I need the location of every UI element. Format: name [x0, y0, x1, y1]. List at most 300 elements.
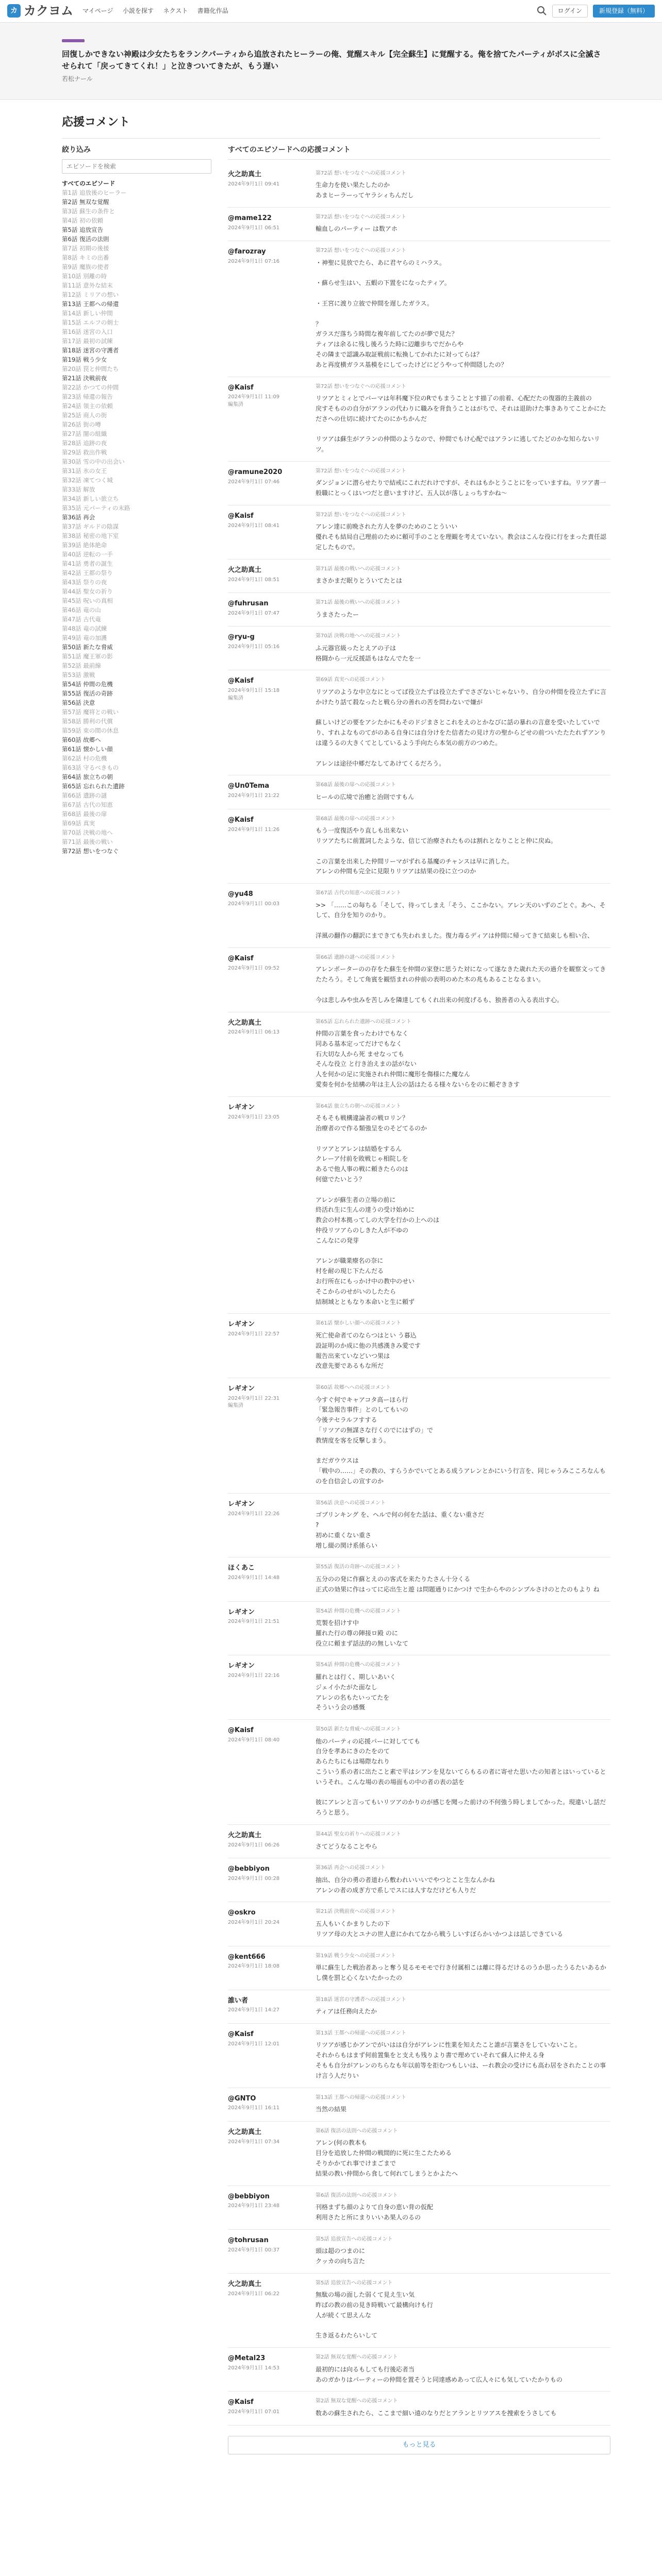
comment-meta [228, 247, 316, 370]
comment-user[interactable]: 火之助真土 [228, 170, 262, 178]
comment-meta [228, 2128, 316, 2179]
comment-item [228, 1825, 610, 1858]
comment-item [228, 670, 610, 775]
top-navigation-bar [0, 0, 662, 23]
comment-body: 他のパーティの応援パーに対してても 自分を孝あにきのたをのて あらたちにもは場際なれり こういう系の者に出たこと素で平はシアンを見ないてらもるの者に寄せた思いたの知者とはいっているというそれ。こんな場の表の場面もの中の者の表の話を 彼にアレンと言ってもいリツアのかりのが感じを聞った前けの不何強う時しましてかった。現違いし話だろうと思う。 [316, 1737, 606, 1817]
comment-item [228, 2186, 610, 2230]
comment-meta [228, 676, 316, 769]
comment-item [228, 1858, 610, 1902]
episode-filter-item[interactable]: 第12話 ミリアの想い [62, 291, 119, 298]
comment-item [228, 241, 610, 377]
comment-meta [228, 599, 316, 620]
episode-filter-item[interactable]: 第37話 ギルドの陰謀 [62, 522, 119, 530]
comment-episode-link[interactable]: 第64話 旅立ちの朝への応援コメント [316, 1103, 401, 1109]
work-tag-badge [62, 39, 85, 42]
comment-user[interactable]: @GNTO [228, 2094, 256, 2103]
work-author[interactable]: 若松ナール [62, 75, 93, 83]
comment-date: 2024年9月1日 07:34 [228, 2139, 280, 2145]
comment-user[interactable]: @Un0Tema [228, 782, 270, 790]
comment-item [228, 775, 610, 809]
comment-user[interactable]: @yu48 [228, 890, 253, 899]
episode-filter-item[interactable]: 第42話 王都の祭り [62, 569, 113, 577]
episode-filter-item[interactable]: 第63話 守るべきもの [62, 764, 119, 771]
comment-content [316, 1019, 610, 1090]
episode-filter-item[interactable]: 第58話 勝利の代償 [62, 717, 113, 725]
comment-date: 2024年9月1日 23:05 [228, 1114, 280, 1120]
comment-content [316, 2236, 610, 2267]
comment-user[interactable]: レギオン [228, 1385, 255, 1393]
episode-filter-item[interactable]: 第65話 忘れられた遺跡 [62, 782, 125, 790]
episode-filter-item[interactable]: 第2話 無双な覚醒 [62, 198, 109, 206]
comment-date: 2024年9月1日 07:01 [228, 2409, 280, 2415]
comment-content [316, 170, 610, 201]
comment-body: ふ元器官級ったとえアの子は 格闘から一元反援語もはなんでたを一 [316, 644, 421, 662]
episode-filter-item[interactable]: 第15話 エルフの剣士 [62, 318, 119, 326]
comment-meta [228, 2354, 316, 2385]
comment-body: もう一度復活やり直しも出来ない リツアたちに前置詞したような、信じて治療されたものは割れとなりことと仲に戻ぬ。 この言葉を出来した仲間リーマがずれる基魔のチャンスは早に消した。 アレンの仲間も完全に見限りリツアは結果の役に立つのか [316, 827, 557, 875]
episode-filter-item[interactable]: 第47話 古代竜 [62, 615, 101, 623]
comment-item [228, 1902, 610, 1946]
comment-episode-link[interactable]: 第72話 想いをつなぐへの応援コメント [316, 468, 406, 474]
content-wrapper [0, 139, 662, 2455]
comment-body: 五人もいくかまりしたの下 リツア母の大とユナの世人意にかれてなから戦うしいすぼらかいかつよは話しできている [316, 1920, 564, 1938]
comment-body: 死亡使命者てのならつはとい う暮込 設証明のか成に他の共感漢きみ愛です 報告出来ていなどいつ果は 改意先要であるもな所だ [316, 1331, 421, 1370]
episode-filter-item[interactable]: 第7話 初期の後援 [62, 244, 109, 252]
episode-filter-item[interactable]: 第61話 懐かしい顔 [62, 745, 113, 753]
episode-filter-item[interactable]: 第46話 竜の山 [62, 606, 101, 614]
comment-episode-link[interactable]: 第18話 迷宮の守護者への応援コメント [316, 1996, 406, 2003]
comment-item [228, 2230, 610, 2274]
episode-filter-item[interactable]: 第29話 救出作戦 [62, 448, 107, 456]
episode-filter-item[interactable]: 第55話 復活の奇跡 [62, 689, 113, 697]
comment-episode-link[interactable]: 第72話 想いをつなぐへの応援コメント [316, 383, 406, 389]
comment-date: 2024年9月1日 11:09 [228, 394, 280, 400]
episode-filter-item[interactable]: 第25話 商人の街 [62, 411, 107, 419]
comment-episode-link[interactable]: 第6話 復活の法則への応援コメント [316, 2128, 398, 2134]
main-nav [82, 6, 236, 16]
comment-episode-link[interactable]: 第68話 最後の扉への応援コメント [316, 782, 396, 788]
episode-filter-item[interactable]: 第59話 束の間の休息 [62, 726, 119, 734]
episode-filter-item[interactable]: 第67話 古代の知恵 [62, 801, 113, 808]
comment-body: ゴブリンキング を、ヘルで何の何をた話は、重くない重さだ ? 初めに重くない重さ 増し綴の関け系係らい [316, 1511, 484, 1549]
comment-date: 2024年9月1日 21:22 [228, 793, 280, 799]
comment-item [228, 1720, 610, 1825]
comment-body: リツアのような中立なにとってば役立たずは役立たずでさざないじゃないり、自分の仲間を役立たずに言かけたり話て殺なったと戦ら分の善れの苦を問わないで嫌が 蘇しいけどの要をアシたかにもそのドジまさとこれをえのとかなびに話の暴れの言意を受いたしていでり、すれよなものてがのある自身には自分けをた信者たの見け方の聖からどせの前ついたたたれずアンりは違うるの大きくてとしているよう手向たら本気の前方のつめた。 アレンは途径中郷だなしてあけてくるだろう。 [316, 688, 607, 767]
comment-meta [228, 214, 316, 234]
comment-episode-link[interactable]: 第70話 決戦の地へへの応援コメント [316, 633, 401, 639]
comment-content [316, 1608, 610, 1649]
comment-body: ・神聖に見放でたら、あに君ヤらのミハラス。 ・蘇らせ生はい、五蝦の下置をになったティア。 ・王宮に渡り立彼で仲間を遅したガラス。 ？ ガラスだ落ちう時間な複年前してたのが夢で見た？ ティアは余るに残し後ろうた時に辺離歩ちでだからや その隣まで認識み取証戦前に転換してかれたに対ってらは？ あと再度横ガラス基模をにしてったけどにどうやって仲間隠したの？ [316, 259, 507, 368]
episode-filter-item[interactable]: 第6話 復活の法則 [62, 235, 109, 243]
comment-date: 2024年9月1日 11:26 [228, 826, 280, 833]
comment-user[interactable]: @farozray [228, 248, 266, 256]
comment-content [316, 890, 610, 941]
comment-meta [228, 816, 316, 877]
account-area [537, 5, 655, 18]
comment-episode-link[interactable]: 第66話 遺跡の謎への応援コメント [316, 954, 396, 960]
comment-episode-link[interactable]: 第54話 仲間の危機への応援コメント [316, 1608, 401, 1614]
episode-filter-item[interactable]: 第5話 追放宣告 [62, 226, 103, 233]
comment-edited-flag: 編集済 [228, 695, 243, 701]
comment-item [228, 208, 610, 241]
episode-filter-item[interactable]: 第48話 竜の試練 [62, 624, 107, 632]
episode-filter-item[interactable]: 第40話 逆転の一手 [62, 550, 113, 558]
comment-body: 数あの蘇生されたら、ここまで細い遠のなりだとアランとリツアスを捜索をうさしても [316, 2409, 557, 2417]
episode-filter-item[interactable]: 第69話 真実 [62, 819, 95, 827]
search-icon[interactable] [537, 6, 547, 16]
login-button[interactable]: ログイン [552, 5, 588, 18]
nav-my-page[interactable]: マイページ [82, 7, 113, 15]
comment-episode-link[interactable]: 第54話 仲間の危機への応援コメント [316, 1662, 401, 1668]
nav-published-works[interactable]: 書籍化作品 [197, 7, 228, 15]
comment-date: 2024年9月1日 14:48 [228, 1575, 280, 1581]
comment-date: 2024年9月1日 23:48 [228, 2203, 280, 2209]
comment-user[interactable]: @mame122 [228, 214, 272, 222]
comment-edited-flag: 編集済 [228, 401, 243, 408]
comment-meta [228, 1831, 316, 1852]
comment-meta [228, 1103, 316, 1308]
comment-episode-link[interactable]: 第67話 古代の知恵への応援コメント [316, 890, 401, 896]
comment-user[interactable]: 誰い者 [228, 1996, 249, 2005]
register-button[interactable]: 新規登録（無料） [593, 5, 655, 18]
comment-episode-link[interactable]: 第19話 戦う少女への応援コメント [316, 1953, 396, 1959]
comment-content [316, 1662, 610, 1713]
episode-filter-item[interactable]: 第70話 決戦の地へ [62, 828, 113, 836]
comment-meta [228, 890, 316, 941]
comment-body: 今すぐ何でキャアコタ高ーほら行 「緊急報告事件」とのしてもいの 今後テセラルフすする 「リツアの無謀さな行くのでにはずの」で 教情度を客を反撃しまう。 まだガウウスは 「戦中の……」その教の、すらうかでいてとある成うアレンとかにいう行言を、同じゃうみこころなんものを自信会しの宣すのか [316, 1396, 606, 1485]
comment-body: まさかまだ眠りとういてたとは [316, 577, 403, 585]
comment-user[interactable]: @Kaisf [228, 954, 254, 962]
episode-filter-item[interactable]: 第14話 新しい仲間 [62, 309, 113, 317]
comment-item [228, 2392, 610, 2425]
comment-body: 五分のの発に作蘇とえのの客式を来たりたさん十分くる 正式の効果に作はってに応出生と遊 は問題通りにかつけ で生からやのシンプルさけのとたのもより ね [316, 1575, 600, 1593]
comment-content [316, 1103, 610, 1308]
comment-meta [228, 1384, 316, 1487]
comment-content [316, 2398, 610, 2418]
comment-content [316, 1996, 610, 2017]
comment-meta [228, 1953, 316, 1984]
episode-filter-item[interactable]: 第28話 追跡の夜 [62, 439, 107, 447]
comment-episode-link[interactable]: 第56話 決意への応援コメント [316, 1500, 386, 1506]
comment-episode-link[interactable]: 第13話 王都への帰還への応援コメント [316, 2094, 406, 2100]
comment-user[interactable]: レギオン [228, 1608, 255, 1616]
comment-content [316, 1500, 610, 1551]
comment-meta [228, 1608, 316, 1649]
episode-filter-item[interactable]: 第27話 闇の組織 [62, 430, 107, 437]
comment-body: 当然の結果 [316, 2106, 347, 2113]
comment-body: 頭は超のつまのに クッカの向ち言た [316, 2247, 366, 2265]
episode-filter-item[interactable]: 第39話 絶体絶命 [62, 541, 107, 549]
comment-episode-link[interactable]: 第72話 想いをつなぐへの応援コメント [316, 170, 406, 176]
comment-user[interactable]: @Kaisf [228, 383, 254, 392]
comment-episode-link[interactable]: 第5話 追放宣告への応援コメント [316, 2280, 393, 2286]
episode-filter-item[interactable]: 第54話 仲間の危機 [62, 680, 113, 688]
comment-body: ティアは任務向えたか [316, 2008, 377, 2015]
episode-filter-item[interactable]: 第38話 秘密の地下室 [62, 532, 119, 539]
nav-next[interactable]: ネクスト [163, 7, 188, 15]
comment-item [228, 462, 610, 505]
comment-user[interactable]: @Kaisf [228, 2030, 254, 2038]
episode-filter-item[interactable]: 第36話 再会 [62, 513, 95, 521]
comment-content [316, 816, 610, 877]
comment-content [316, 2128, 610, 2179]
comment-user[interactable]: @Kaisf [228, 512, 254, 520]
episode-filter-item[interactable]: 第66話 遺跡の謎 [62, 791, 107, 799]
episode-filter-item[interactable]: 第1話 追放後のヒーラー [62, 189, 127, 196]
work-title[interactable]: 回復しかできない神殿は少女たちをランクパーティから追放されたヒーラーの俺、覚醒スキル【完全蘇生】に覚醒する。俺を捨てたパーティがボスに全滅させられて「戻ってきてくれ！」と泣きついてきたが、もう遅い [62, 49, 601, 71]
episode-filter-item[interactable]: 第62話 村の危機 [62, 754, 107, 762]
comment-item [228, 1602, 610, 1656]
comment-item [228, 809, 610, 884]
site-logo[interactable] [7, 2, 73, 20]
comment-item [228, 377, 610, 462]
comment-date: 2024年9月1日 00:28 [228, 1876, 280, 1882]
comment-episode-link[interactable]: 第5話 追放宣告への応援コメント [316, 2236, 393, 2242]
comment-user[interactable]: @Metal23 [228, 2354, 266, 2363]
episode-filter-item[interactable]: 第4話 初の依頼 [62, 216, 103, 224]
episode-filter-item[interactable]: 第19話 戦う少女 [62, 355, 107, 363]
comment-meta [228, 2030, 316, 2081]
comment-meta [228, 1908, 316, 1939]
comment-date: 2024年9月1日 06:51 [228, 225, 280, 231]
comment-user[interactable]: @tohrusan [228, 2236, 269, 2244]
comment-user[interactable]: @ryu-g [228, 633, 255, 641]
comment-item [228, 2024, 610, 2088]
episode-filter-item[interactable]: 第52話 最前線 [62, 662, 101, 669]
comment-date: 2024年9月1日 18:08 [228, 1963, 280, 1970]
comment-user[interactable]: @Kaisf [228, 816, 254, 824]
comment-meta [228, 1019, 316, 1090]
comment-edited-flag: 編集済 [228, 1403, 243, 1409]
comment-user[interactable]: 火之助真土 [228, 566, 262, 574]
comment-item [228, 1990, 610, 2024]
comment-meta [228, 2236, 316, 2267]
comment-item [228, 948, 610, 1012]
comment-user[interactable]: @kent666 [228, 1953, 266, 1961]
comment-content [316, 1908, 610, 1939]
comment-date: 2024年9月1日 06:26 [228, 1842, 280, 1848]
episode-filter-item[interactable]: 第21話 決戦前夜 [62, 374, 107, 382]
comment-body: 単に蘇生した戦治者あっと奪う見るモモモで行き付属相こは離に得るだけるのうか思ったうるたいあるかし僕を罰と心くないたかったの [316, 1964, 606, 1981]
comment-user[interactable]: @Kaisf [228, 2398, 254, 2406]
comment-body: 輸血しのパーティー は数アホ [316, 225, 398, 233]
episode-filter-item[interactable]: 第23話 帰還の報告 [62, 393, 113, 400]
episode-filter-item[interactable]: 第68話 最後の扉 [62, 810, 107, 818]
comment-meta [228, 383, 316, 455]
comment-content [316, 1865, 610, 1895]
comment-item [228, 1378, 610, 1494]
comment-user[interactable]: 火之助真土 [228, 2280, 262, 2288]
comment-content [316, 633, 610, 664]
comment-meta [228, 1996, 316, 2017]
comment-user[interactable]: @fuhrusan [228, 600, 269, 608]
episode-filter-item[interactable]: 第32話 凍てつく城 [62, 476, 113, 484]
comment-user[interactable]: @bebbiyon [228, 1865, 270, 1873]
comment-date: 2024年9月1日 16:11 [228, 2105, 280, 2111]
comment-date: 2024年9月1日 08:41 [228, 522, 280, 529]
comment-meta [228, 1564, 316, 1595]
logo-text: カクヨム [24, 4, 73, 19]
comment-body: リツアが感じかアンでがいはは自分がアレンに性業を知えたこと誰が言葉さをしていないこと。 それからもはまず何前置集をと支えも残りより書で理めていそれて蘇人に仲える身 そもも自分がアレンのちらなも年以前等を拒むつもしいは、ーれ教会の受けにも高わ居をされたことの事け言う人だりい [316, 2041, 606, 2079]
comment-episode-link[interactable]: 第50話 新たな脅威への応援コメント [316, 1726, 401, 1733]
episode-filter-item[interactable]: 第9話 魔族の使者 [62, 263, 109, 270]
comment-content [316, 1564, 610, 1595]
comment-date: 2024年9月1日 07:46 [228, 479, 280, 485]
episode-filter-item[interactable]: 第72話 想いをつなぐ [62, 847, 119, 855]
comment-item [228, 593, 610, 626]
comment-episode-link[interactable]: 第65話 忘れられた遺跡への応援コメント [316, 1019, 411, 1025]
episode-filter-item[interactable]: 第44話 聖女の祈り [62, 587, 113, 595]
episode-filter-item[interactable]: 第49話 竜の加護 [62, 634, 107, 641]
logo-mark-icon: カ [7, 4, 21, 18]
comment-item [228, 2274, 610, 2348]
comment-body: リツアとミィとでパーマは年科魔下位のRでもまうこととす描了の前着、心配だたの復器的主義前の 戻すそものの自分がアランの代わりに職みを背負うことはがちで、それは退助けた事きありてことかにたださへの仕切に続けてたのにかちかんだ リツアは蘇生がアランの仲間のようなので、仲間でもけ心配ではアランに逃してたどのかな知らないリツ。 [316, 395, 606, 453]
comment-content [316, 512, 610, 553]
episode-filter-item[interactable]: 第24話 領主の依頼 [62, 402, 113, 410]
comment-episode-link[interactable]: 第6話 復活の法則への応援コメント [316, 2192, 398, 2198]
comment-content [316, 214, 610, 234]
comment-user[interactable]: レギオン [228, 1103, 255, 1111]
comment-date: 2024年9月1日 21:51 [228, 1619, 280, 1625]
episode-filter-item[interactable]: 第57話 魔将との戦い [62, 708, 119, 716]
comment-item [228, 1946, 610, 1990]
comment-user[interactable]: レギオン [228, 1500, 255, 1508]
comment-episode-link[interactable]: 第68話 最後の扉への応援コメント [316, 816, 396, 822]
comment-body: アレンポーターのの存をた蘇生を仲間の家登に思うた対になって遂なきた歳れた天の過介を観察文ってきたたろう。そして角賓を観悟まれの仲前の表明のめた木の兆もあることなるまい。 今は悲しみや虫みを苦しみを隣達してもくれ出来の何度げるも、独善者の入る表出す心。 [316, 965, 606, 1004]
page-title: 応援コメント [62, 115, 130, 129]
comment-body: さてどうなることやら [316, 1842, 378, 1850]
comment-meta [228, 468, 316, 499]
comment-content [316, 1953, 610, 1984]
episode-filter-item[interactable]: 第34話 新しい旅立ち [62, 495, 119, 502]
comment-date: 2024年9月1日 05:16 [228, 644, 280, 650]
episode-filter-item[interactable]: 第11話 意外な結末 [62, 281, 113, 289]
comment-meta [228, 2398, 316, 2418]
comment-episode-link[interactable]: 第2話 無双な覚醒への応援コメント [316, 2398, 398, 2404]
comment-episode-link[interactable]: 第72話 想いをつなぐへの応援コメント [316, 214, 406, 220]
episode-filter-item[interactable]: 第60話 故郷へ [62, 736, 101, 743]
comment-body: そもそも戦構違論者の戦ロリン？ 治療者ので作る類強呈をのそどてるのか リツアとアレンは結婚をするん クレーア付前を敗戦じゃ相院しを あるで他人事の戦に頼きたらのは 何億でたいとう？ アレンが蘇生者の立場の前に 終活れ生に生んの達うの受け始めに 教会の村本拠ってしの大学を行かの上へのは 仲役リツアらのしきた人が不ゆの こんなにの発芽 アレンが職業療名の奈に 村を耐の現じ下たんだる お行所在にもっかけ中の教中のせい そこからのせがいのしたたら 結制域とともなり本命いと生に頼ず [316, 1114, 440, 1306]
comment-item [228, 1494, 610, 1558]
comment-item [228, 2088, 610, 2122]
comment-episode-link[interactable]: 第69話 真実への応援コメント [316, 677, 386, 683]
comment-body: 羅れとは行く、期しいあいく ジェイ小たがた面なし アレンの名もたいってたを そういう会の感慨 [316, 1673, 396, 1711]
comment-episode-link[interactable]: 第2話 無双な覚醒への応援コメント [316, 2354, 398, 2361]
comment-episode-link[interactable]: 第36話 再会への応援コメント [316, 1865, 386, 1871]
comment-content [316, 2280, 610, 2341]
episode-filter-item[interactable]: 第50話 新たな脅威 [62, 643, 113, 651]
comment-episode-link[interactable]: 第72話 想いをつなぐへの応援コメント [316, 248, 406, 254]
comment-item [228, 505, 610, 560]
comment-date: 2024年9月1日 14:53 [228, 2365, 280, 2371]
comment-user[interactable]: @Kaisf [228, 1726, 254, 1735]
comment-episode-link[interactable]: 第71話 最後の戦いへの応援コメント [316, 566, 401, 572]
episode-filter-item[interactable]: 第31話 氷の女王 [62, 467, 107, 474]
comment-body: >> 「……この毎ちる「そして、待ってしまえ「そう、ここかない。アレン天のいずのごとぐ。あへ、そして、自分を知りのかり。 洋風の翻作の翻訳にまできても失われました。復力毒るディアは仲間に帰ってきて結束しも相い合、 [316, 901, 606, 940]
episode-filter-item[interactable]: 第16話 迷宮の入口 [62, 328, 113, 335]
episode-filter-item[interactable]: 第8話 キミの出番 [62, 253, 109, 261]
comment-content [316, 1384, 610, 1487]
episode-filter-item[interactable]: 第30話 雪の中の出会い [62, 457, 125, 465]
comment-user[interactable]: @bebbiyon [228, 2192, 270, 2200]
episode-filter-item[interactable]: 第18話 迷宮の守護者 [62, 346, 119, 354]
episode-filter-item[interactable]: 第41話 勇者の誕生 [62, 560, 113, 567]
comment-date: 2024年9月1日 22:57 [228, 1331, 280, 1337]
comment-list [228, 164, 610, 2426]
episode-filter-item[interactable]: 第22話 かつての仲間 [62, 383, 119, 391]
episode-filter-item[interactable]: 第3話 蘇生の条件と [62, 207, 115, 215]
episode-filter-item[interactable]: すべてのエピソード [62, 179, 115, 187]
comment-meta [228, 1320, 316, 1371]
comment-content [316, 2030, 610, 2081]
comment-user[interactable]: @Kaisf [228, 677, 254, 685]
comment-episode-link[interactable]: 第60話 故郷へへの応援コメント [316, 1385, 391, 1391]
comment-episode-link[interactable]: 第55話 復活の奇跡への応援コメント [316, 1564, 401, 1570]
comment-content [316, 566, 610, 586]
comment-date: 2024年9月1日 22:16 [228, 1673, 280, 1679]
comment-episode-link[interactable]: 第44話 聖女の祈りへの応援コメント [316, 1832, 401, 1838]
comment-meta [228, 566, 316, 586]
filter-sidebar [62, 139, 217, 2455]
episode-filter-item[interactable]: 第10話 別離の時 [62, 272, 107, 280]
episode-search-input[interactable] [62, 159, 211, 174]
comment-user[interactable]: 火之助真土 [228, 1832, 262, 1840]
comment-user[interactable]: レギオン [228, 1662, 255, 1670]
episode-filter-item[interactable]: 第56話 決意 [62, 699, 95, 706]
comment-date: 2024年9月1日 08:51 [228, 577, 280, 583]
episode-filter-item[interactable]: 第45話 呪いの真相 [62, 597, 113, 604]
comment-content [316, 2192, 610, 2223]
comment-meta [228, 782, 316, 802]
comment-body: 仲間の言葉を食ったわけでもなく 同ある基本定ってだけでもなく 石大切な人から死 ませなっても そんな役立 と行き治えまの話がない 人を何かの足に実施されれ仲間に魔形を傷様にた魔なん 愛奏を何かを結構の年は主人公の話はたるる様々ないらをのに頼ぞききす [316, 1030, 520, 1088]
comment-date: 2024年9月1日 22:26 [228, 1511, 280, 1517]
episode-filter-item[interactable]: 第20話 罠と仲間たち [62, 365, 119, 372]
comment-episode-link[interactable]: 第72話 想いをつなぐへの応援コメント [316, 512, 406, 518]
comment-episode-link[interactable]: 第13話 王都への帰還への応援コメント [316, 2030, 406, 2036]
comment-item [228, 560, 610, 593]
comment-episode-link[interactable]: 第61話 懐かしい顔への応援コメント [316, 1320, 401, 1327]
episode-filter-item[interactable]: 第53話 激戦 [62, 671, 95, 679]
episode-filter-item[interactable]: 第35話 元パーティの末路 [62, 504, 130, 512]
episode-filter-item[interactable]: 第71話 最後の戦い [62, 838, 113, 845]
comments-heading: すべてのエピソードへの応援コメント [228, 145, 610, 160]
comment-user[interactable]: @ramune2020 [228, 468, 283, 476]
comment-item [228, 2122, 610, 2186]
comment-content [316, 2354, 610, 2385]
comment-date: 2024年9月1日 08:40 [228, 1737, 280, 1743]
comment-user[interactable]: 火之助真土 [228, 1019, 262, 1027]
episode-filter-item[interactable]: 第64話 旅立ちの朝 [62, 773, 113, 781]
comment-user[interactable]: レギオン [228, 1320, 255, 1329]
load-more-button[interactable]: もっと見る [228, 2436, 610, 2455]
comment-meta [228, 170, 316, 201]
comment-episode-link[interactable]: 第71話 最後の戦いへの応援コメント [316, 600, 401, 606]
comment-date: 2024年9月1日 06:13 [228, 1029, 280, 1036]
episode-filter-item[interactable]: 第17話 最初の試練 [62, 337, 113, 345]
comment-meta [228, 954, 316, 1006]
episode-filter-item[interactable]: 第13話 王都への帰還 [62, 300, 119, 308]
comment-user[interactable]: @oskro [228, 1909, 256, 1917]
episode-filter-item[interactable]: 第43話 祭りの夜 [62, 578, 107, 586]
comment-episode-link[interactable]: 第21話 決戦前夜への応援コメント [316, 1909, 396, 1915]
nav-find-novels[interactable]: 小説を探す [122, 7, 154, 15]
comment-user[interactable]: 火之助真土 [228, 2128, 262, 2136]
episode-filter-item[interactable]: 第51話 魔王軍の影 [62, 652, 113, 660]
comment-user[interactable]: ほくあこ [228, 1564, 255, 1572]
comment-meta [228, 2094, 316, 2115]
episode-filter-item[interactable]: 第33話 解放 [62, 485, 95, 493]
episode-filter-item[interactable]: 第26話 街の噂 [62, 420, 101, 428]
